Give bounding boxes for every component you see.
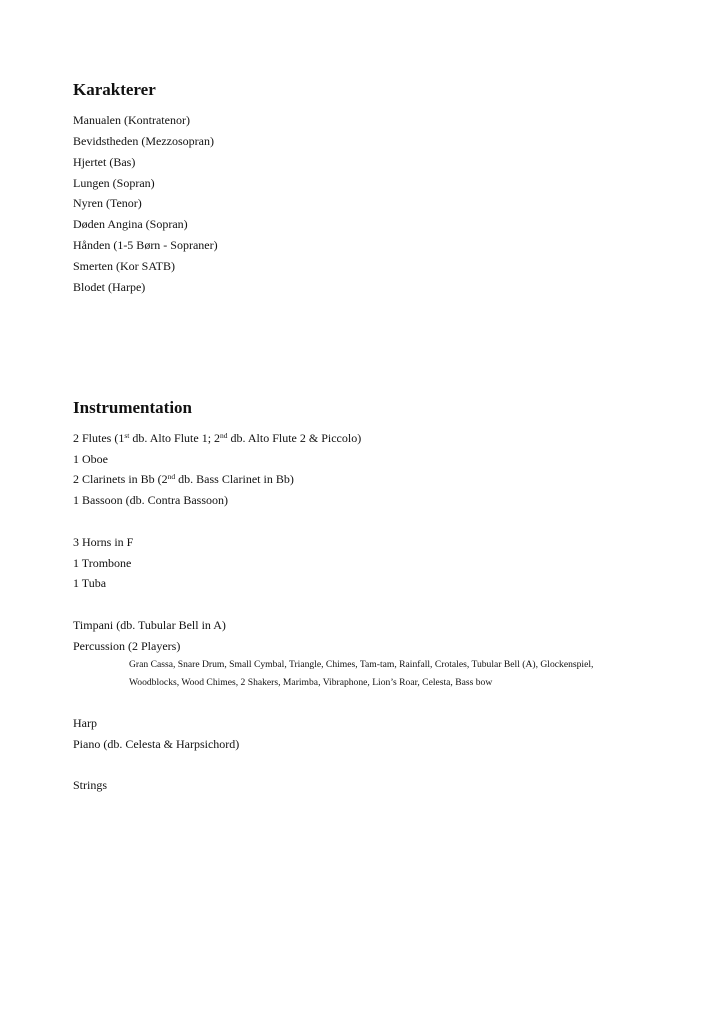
character-item: Lungen (Sopran) xyxy=(73,176,155,190)
character-item: Døden Angina (Sopran) xyxy=(73,217,188,231)
instrument-piano: Piano (db. Celesta & Harpsichord) xyxy=(73,737,240,751)
flutes-text-lead: 2 Flutes (1 xyxy=(73,431,125,445)
instrument-bassoon: 1 Bassoon (db. Contra Bassoon) xyxy=(73,493,228,507)
instrument-timpani: Timpani (db. Tubular Bell in A) xyxy=(73,618,226,632)
flutes-text-mid: db. Alto Flute 1; 2 xyxy=(129,431,221,445)
character-item: Nyren (Tenor) xyxy=(73,196,142,210)
clarinets-text-tail: db. Bass Clarinet in Bb) xyxy=(175,472,294,486)
instrument-tuba: 1 Tuba xyxy=(73,576,107,590)
clarinets-superscript: nd xyxy=(167,472,176,481)
instrument-oboe: 1 Oboe xyxy=(73,452,108,466)
character-item: Manualen (Kontratenor) xyxy=(73,113,190,127)
instrument-horns: 3 Horns in F xyxy=(73,535,134,549)
instrument-flutes xyxy=(73,430,361,446)
flutes-superscript-second: nd xyxy=(220,431,228,440)
instrument-harp: Harp xyxy=(73,716,97,730)
character-item: Hjertet (Bas) xyxy=(73,155,136,169)
instrument-trombone: 1 Trombone xyxy=(73,556,132,570)
character-item: Hånden (1-5 Børn - Sopraner) xyxy=(73,238,218,252)
instrumentation-heading: Instrumentation xyxy=(73,398,193,417)
percussion-list-line: Woodblocks, Wood Chimes, 2 Shakers, Marimba, Vibraphone, Lion’s Roar, Celesta, Bass bow xyxy=(129,677,493,688)
characters-heading: Karakterer xyxy=(73,80,156,99)
character-item: Smerten (Kor SATB) xyxy=(73,259,175,273)
character-item: Bevidstheden (Mezzosopran) xyxy=(73,134,214,148)
flutes-text-tail: db. Alto Flute 2 & Piccolo) xyxy=(227,431,362,445)
clarinets-text-lead: 2 Clarinets in Bb (2 xyxy=(73,472,168,486)
instrument-clarinets xyxy=(73,471,294,487)
character-item: Blodet (Harpe) xyxy=(73,280,146,294)
instrument-percussion: Percussion (2 Players) xyxy=(73,639,181,653)
flutes-superscript-first: st xyxy=(124,431,130,440)
percussion-list-line: Gran Cassa, Snare Drum, Small Cymbal, Triangle, Chimes, Tam-tam, Rainfall, Crotales, Tubular Bell (A), Glockenspiel, xyxy=(129,659,594,670)
instrument-strings: Strings xyxy=(73,778,108,792)
